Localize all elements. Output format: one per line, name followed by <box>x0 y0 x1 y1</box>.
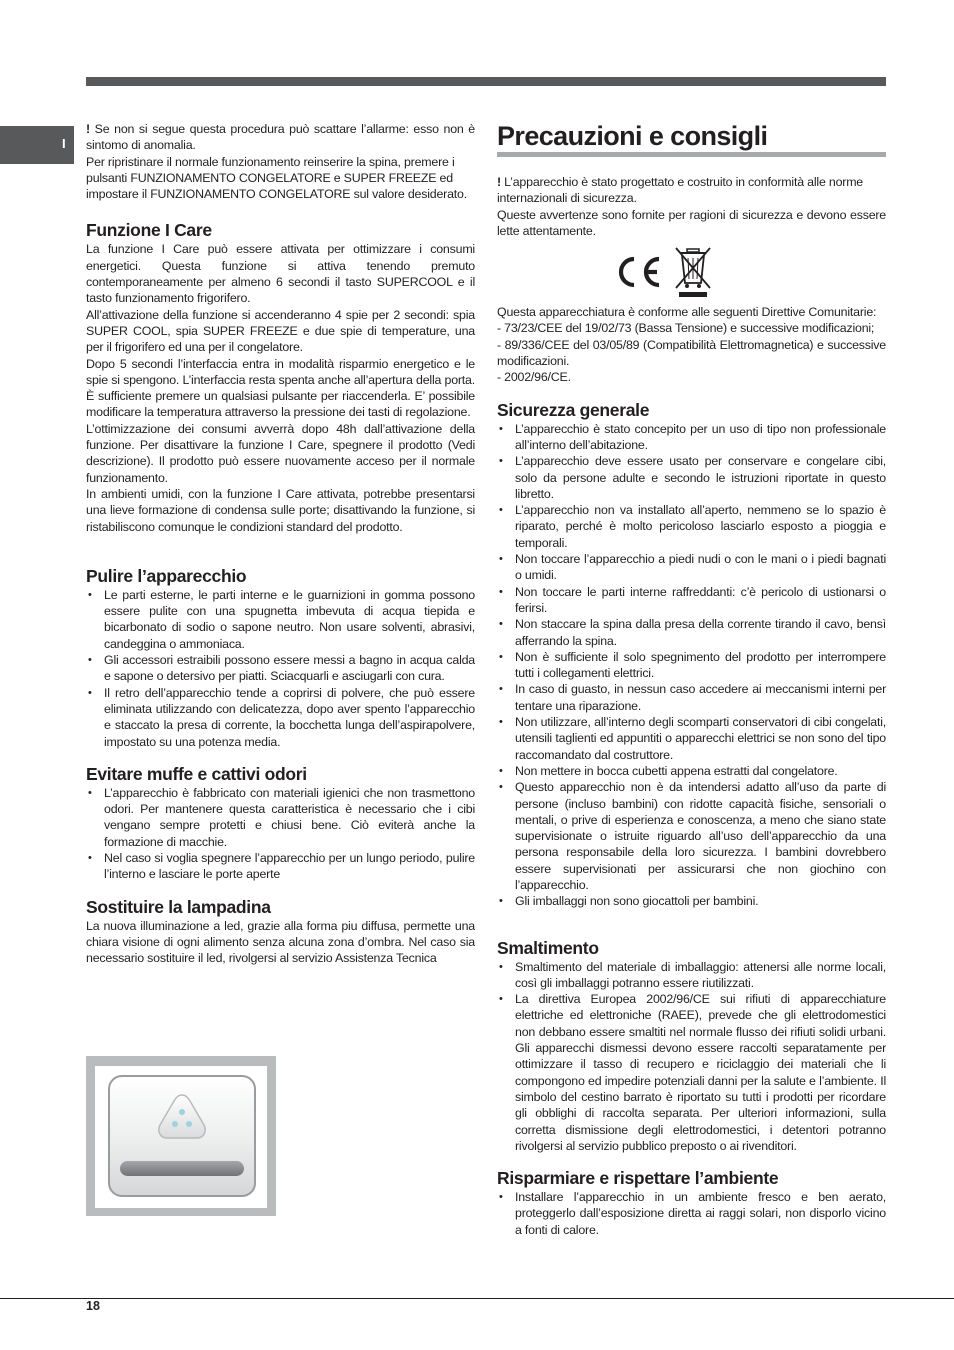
intro-note-text: Queste avvertenze sono fornite per ragioni di sicurezza e devono essere lette attentamente. <box>497 207 886 238</box>
list-item: • L’apparecchio è fabbricato con materiali igienici che non trasmettono odori. Per mantenere questa caratteristica è necessario che i cibi vengano sempre protetti e chiusi bene. Ciò eviterà anche la formazione di macchie. <box>86 785 475 850</box>
directive-item: - 89/336/CEE del 03/05/89 (Compatibilità Elettromagnetica) e successive modificazioni. <box>497 337 886 369</box>
led-lamp-image <box>86 1056 276 1216</box>
list-item: • Non toccare le parti interne raffreddanti: c’è pericolo di ustionarsi o ferirsi. <box>497 584 886 617</box>
footer-rule <box>0 1298 954 1299</box>
section-title-clean: Pulire l’apparecchio <box>86 565 247 586</box>
directive-item: - 73/23/CEE del 19/02/73 (Bassa Tensione) e successive modificazioni; <box>497 321 875 336</box>
icare-paragraph: La funzione I Care può essere attivata per ottimizzare i consumi energetici. Questa funzione si attiva tenendo premuto contemporaneamente per almeno 6 secondi il tasto SUPERCOOL e il tasto funzionamento frigorifero. <box>86 242 475 306</box>
intro-warning <box>86 121 475 154</box>
list-item: • Non utilizzare, all’interno degli scomparti conservatori di cibi congelati, utensili taglienti ed appuntiti o apparecchi elettrici se non sono del tipo raccomandato dal costruttore. <box>497 714 886 763</box>
top-rule <box>86 77 886 86</box>
list-item: • Gli accessori estraibili possono essere messi a bagno in acqua calda e sapone o detersivo per piatti. Sciacquarli e asciugarli con cura. <box>86 652 475 685</box>
page-title: Precauzioni e consigli <box>497 121 768 151</box>
list-item: • Installare l’apparecchio in un ambiente fresco e ben aerato, proteggerlo dall’esposizione diretta ai raggi solari, non disporlo vicino a fonti di calore. <box>497 1189 886 1238</box>
right-column <box>497 120 886 1238</box>
language-tab <box>0 126 74 164</box>
list-item: • Il retro dell’apparecchio tende a coprirsi di polvere, che può essere eliminata utilizzando con delicatezza, dopo aver spento l’apparecchio e staccato la presa di corrente, la bocchetta lunga dell’aspirapolvere, impostato su una potenza media. <box>86 685 475 750</box>
intro-warning-text: L’apparecchio è stato progettato e costruito in conformità alle norme internazionali di sicurezza. <box>497 175 864 206</box>
list-item: • L’apparecchio non va installato all’aperto, nemmeno se lo spazio è riparato, perché è molto pericoloso lasciarlo esposto a pioggia e temporali. <box>497 502 886 551</box>
disposal-list <box>497 959 886 1155</box>
list-item: • In caso di guasto, in nessun caso accedere ai meccanismi interni per tentare una riparazione. <box>497 681 886 714</box>
icare-paragraph: Dopo 5 secondi l’interfaccia entra in modalità risparmio energetico e le spie si spengono. L’interfaccia resta spenta anche all’apertura della porta. È sufficiente premere un qualsiasi pulsante per riaccenderla. E’ possibile modificare la temperatura attraverso la pressione dei tasti di regolazione. <box>86 356 475 420</box>
list-item: • Smaltimento del materiale di imballaggio: attenersi alle norme locali, così gli imballaggi potranno essere riutilizzati. <box>497 959 886 992</box>
list-item: • Gli imballaggi non sono giocattoli per bambini. <box>497 893 886 909</box>
icare-paragraph: All’attivazione della funzione si accenderanno 4 spie per 2 secondi: spia SUPER COOL, spia SUPER FREEZE e due spie di temperature, una per il frigorifero ed una per il congelatore. <box>86 307 475 355</box>
list-item: • L’apparecchio deve essere usato per conservare e congelare cibi, solo da persone adulte e secondo le istruzioni riportate in questo libretto. <box>497 453 886 502</box>
section-title-safety: Sicurezza generale <box>497 399 650 420</box>
conformity-logos <box>497 243 886 301</box>
intro-restore-text: Per ripristinare il normale funzionamento reinserire la spina, premere i pulsanti FUNZIONAMENTO CONGELATORE e SUPER FREEZE ed impostare il FUNZIONAMENTO CONGELATORE sul valore desiderato. <box>86 154 467 202</box>
title-rule <box>497 152 886 157</box>
directives-lead: Questa apparecchiatura è conforme alle seguenti Direttive Comunitarie: <box>497 305 877 320</box>
lamp-fixture <box>108 1075 256 1197</box>
icare-paragraph: L’ottimizzazione dei consumi avverrà dopo 48h dall’attivazione della funzione. Per disattivare la funzione I Care, spegnere il prodotto (Vedi descrizione). Il prodotto può essere nuovamente acceso per il normale funzionamento. <box>86 421 475 485</box>
list-item: • Non mettere in bocca cubetti appena estratti dal congelatore. <box>497 763 886 779</box>
list-item: • Non staccare la spina dalla presa della corrente tirando il cavo, bensì afferrando la spina. <box>497 616 886 649</box>
page-number: 18 <box>86 1299 100 1313</box>
list-item: • La direttiva Europea 2002/96/CE sui rifiuti di apparecchiature elettriche ed elettroniche (RAEE), prevede che gli elettrodomestici non debbano essere smaltiti nel normale flusso dei rifiuti solidi urbani. Gli apparecchi dismessi devono essere raccolti separatamente per ottimizzare il tasso di recupero e riciclaggio dei materiali che li compongono ed impedire potenziali danni per la salute e l’ambiente. Il simbolo del cestino barrato è riportato su tutti i prodotti per ricordare gli obblighi di raccolta separata. Per ulteriori informazioni, sulla corretta dismissione degli elettrodomestici, i detentori potranno rivolgersi al servizio pubblico preposto o ai rivenditori. <box>497 991 886 1154</box>
section-title-lamp: Sostituire la lampadina <box>86 896 271 917</box>
clean-list <box>86 587 475 750</box>
warning-mark: ! <box>497 175 501 189</box>
list-item: • L’apparecchio è stato concepito per un uso di tipo non professionale all’interno dell’abitazione. <box>497 421 886 454</box>
list-item: • Le parti esterne, le parti interne e le guarnizioni in gomma possono essere pulite con una spugnetta imbevuta di acqua tiepida e bicarbonato di sodio o sapone neutro. Non usare solventi, abrasivi, candeggina o ammoniaca. <box>86 587 475 652</box>
list-item: • Questo apparecchio non è da intendersi adatto all’uso da parte di persone (incluso bambini) con ridotte capacità fisiche, sensoriali o mentali, o prive di esperienza e conoscenza, a meno che siano state supervisionate o istruite riguardo all’uso dell’apparecchio da una persona responsabile della loro sicurezza. I bambini dovrebbero essere supervisionati per assicurarsi che non giochino con l’apparecchio. <box>497 779 886 893</box>
list-item: • Nel caso si voglia spegnere l’apparecchio per un lungo periodo, pulire l’interno e lasciare le porte aperte <box>86 850 475 883</box>
lamp-strip <box>120 1161 244 1176</box>
environment-list <box>497 1189 886 1238</box>
section-title-disposal: Smaltimento <box>497 937 599 958</box>
language-tab-label: I <box>62 136 66 151</box>
intro-warning <box>497 174 886 207</box>
list-item: • Non è sufficiente il solo spegnimento del prodotto per interrompere tutti i collegamenti elettrici. <box>497 649 886 682</box>
crossed-bin-icon <box>673 246 713 298</box>
section-title-mould: Evitare muffe e cattivi odori <box>86 763 307 784</box>
warning-mark: ! <box>86 122 90 136</box>
section-title-icare: Funzione I Care <box>86 220 212 241</box>
lamp-text: La nuova illuminazione a led, grazie alla forma piu diffusa, permette una chiara visione di ogni alimento senza alcuna zona d’ombra. Nel caso sia necessario sostituire il led, rivolgersi al servizio Assistenza Tecnica <box>86 918 475 966</box>
left-column <box>86 121 475 966</box>
led-badge-icon <box>154 1092 210 1144</box>
list-item: • Non toccare l’apparecchio a piedi nudi o con le mani o i piedi bagnati o umidi. <box>497 551 886 584</box>
section-title-environment: Risparmiare e rispettare l’ambiente <box>497 1168 779 1189</box>
directive-item: - 2002/96/CE. <box>497 370 571 385</box>
icare-paragraph: In ambienti umidi, con la funzione I Care attivata, potrebbe presentarsi una lieve formazione di condensa sulle porte; disattivando la funzione, si ristabiliscono comunque le condizioni standard del prodotto. <box>86 486 475 534</box>
ce-mark-icon <box>613 255 663 289</box>
mould-list <box>86 785 475 883</box>
intro-warning-text: Se non si segue questa procedura può scattare l’allarme: esso non è sintomo di anomalia. <box>86 122 475 153</box>
safety-list <box>497 421 886 910</box>
